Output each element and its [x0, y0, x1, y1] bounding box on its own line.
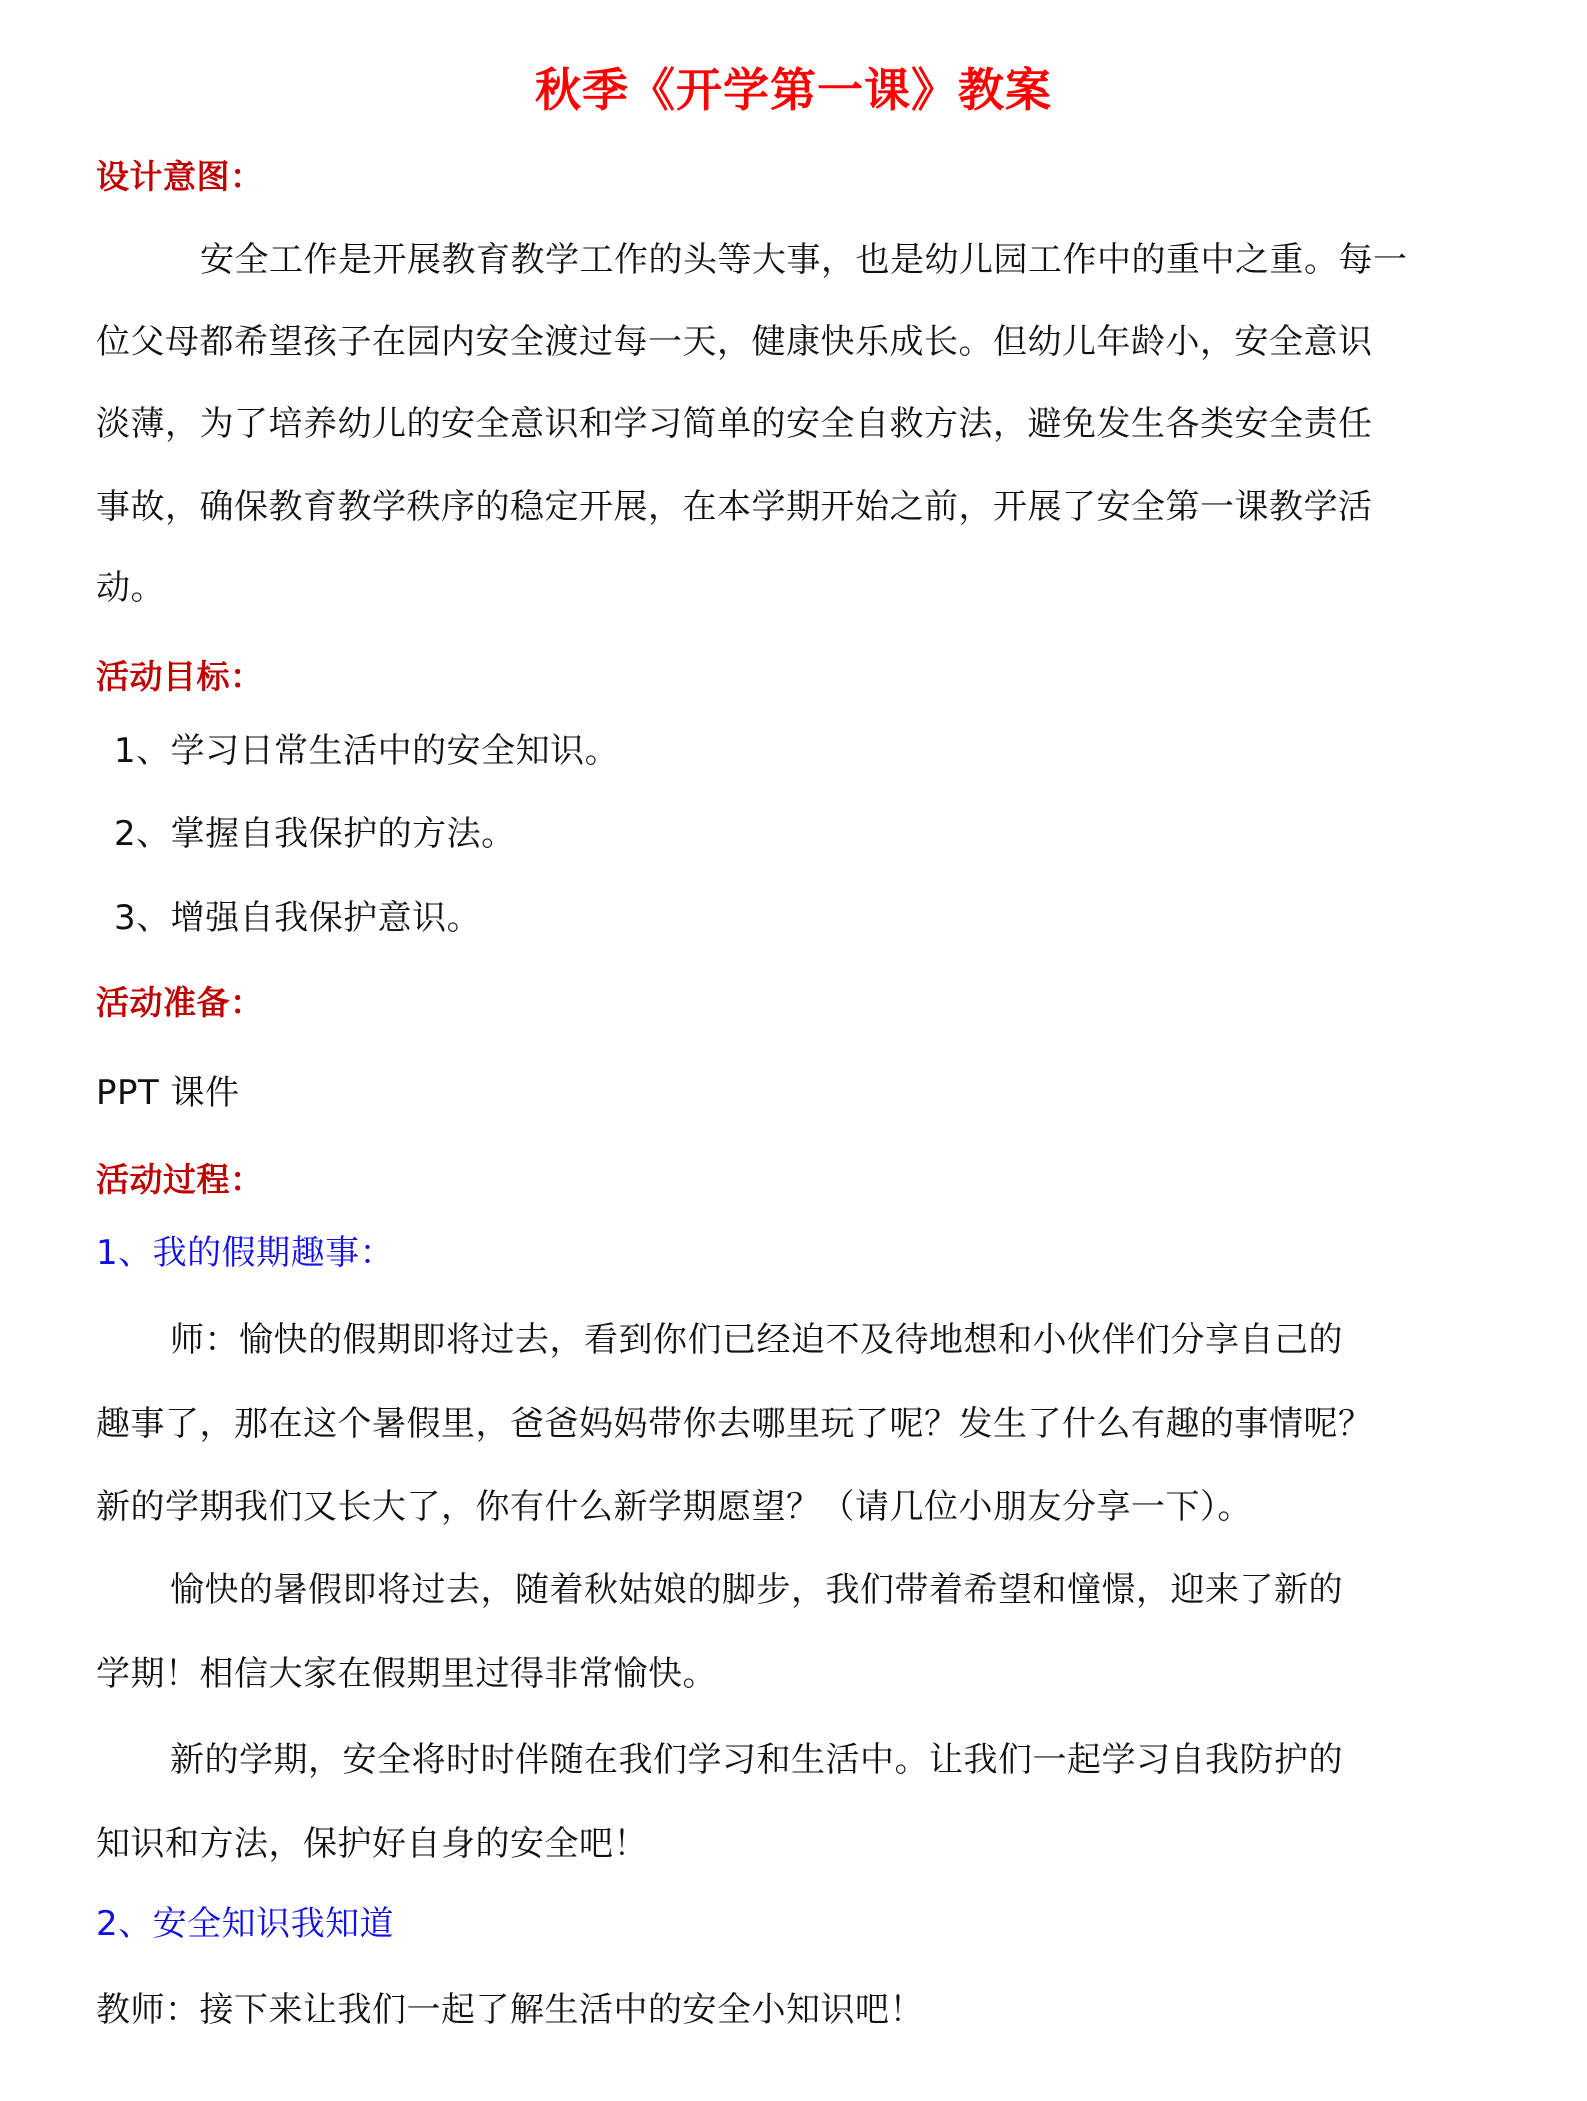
paragraph-line: 新的学期，安全将时时伴随在我们学习和生活中。让我们一起学习自我防护的: [170, 1740, 1343, 1780]
section-heading-preparation: 活动准备：: [96, 983, 264, 1022]
section-heading-process: 活动过程：: [96, 1160, 264, 1199]
paragraph-line: 师：愉快的假期即将过去，看到你们已经迫不及待地想和小伙伴们分享自己的: [170, 1320, 1343, 1360]
paragraph-line: 安全工作是开展教育教学工作的头等大事，也是幼儿园工作中的重中之重。每一: [200, 240, 1408, 280]
paragraph-line: 知识和方法，保护好自身的安全吧！: [96, 1824, 648, 1864]
paragraph-line: 学期！相信大家在假期里过得非常愉快。: [96, 1654, 717, 1694]
goal-item: 1、学习日常生活中的安全知识。: [114, 731, 620, 771]
paragraph-line: 位父母都希望孩子在园内安全渡过每一天，健康快乐成长。但幼儿年龄小，安全意识: [96, 322, 1373, 362]
section-heading-goals: 活动目标：: [96, 657, 264, 696]
section-heading-design-intent: 设计意图：: [96, 157, 264, 196]
paragraph-line: 动。: [96, 568, 165, 608]
paragraph-line: 淡薄，为了培养幼儿的安全意识和学习简单的安全自救方法，避免发生各类安全责任: [96, 404, 1373, 444]
document-title: 秋季《开学第一课》教案: [535, 63, 1052, 117]
preparation-text: PPT 课件: [96, 1073, 240, 1113]
paragraph-line: 事故，确保教育教学秩序的稳定开展，在本学期开始之前，开展了安全第一课教学活: [96, 487, 1373, 527]
paragraph-line: 趣事了，那在这个暑假里，爸爸妈妈带你去哪里玩了呢？发生了什么有趣的事情呢？: [96, 1404, 1373, 1444]
step-heading-safety-knowledge: 2、安全知识我知道: [96, 1904, 395, 1944]
paragraph-line: 愉快的暑假即将过去，随着秋姑娘的脚步，我们带着希望和憧憬，迎来了新的: [170, 1570, 1343, 1610]
paragraph-line: 教师：接下来让我们一起了解生活中的安全小知识吧！: [96, 1990, 924, 2030]
paragraph-line: 新的学期我们又长大了，你有什么新学期愿望？（请几位小朋友分享一下）。: [96, 1487, 1252, 1527]
goal-item: 3、增强自我保护意识。: [114, 898, 482, 938]
step-heading-holiday-stories: 1、我的假期趣事：: [96, 1233, 395, 1273]
goal-item: 2、掌握自我保护的方法。: [114, 814, 516, 854]
